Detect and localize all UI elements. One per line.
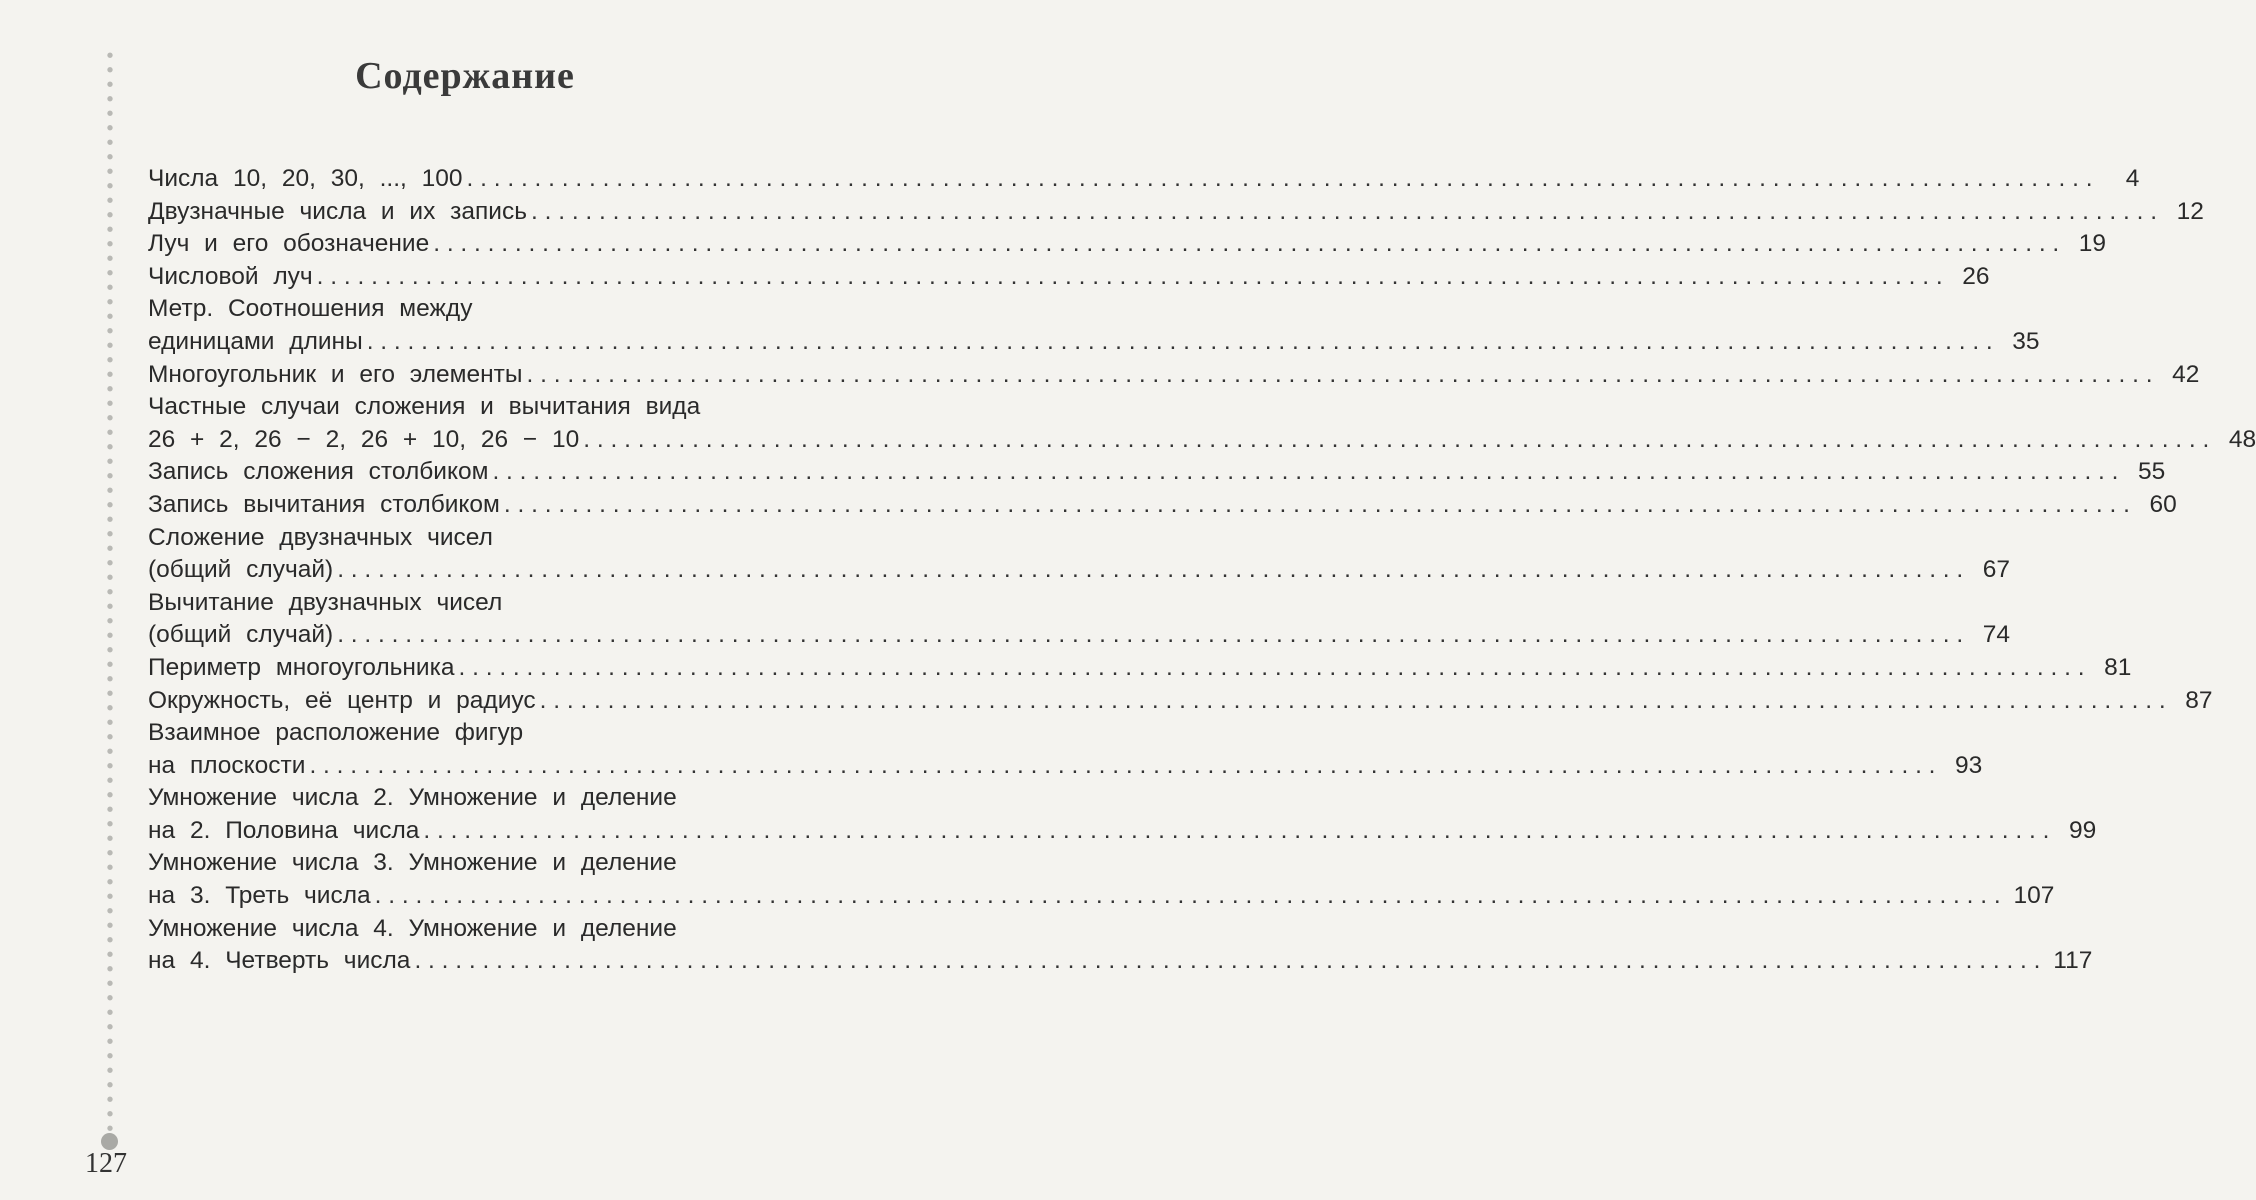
toc-entry-title: Многоугольник и его элементы (148, 360, 523, 388)
toc-entry-page: 48 (2228, 425, 2256, 453)
toc-entry-title: Метр. Соотношения между (148, 295, 473, 323)
toc-entry-page: 93 (1955, 751, 1983, 779)
toc-entry-line (148, 750, 1983, 783)
toc-entry-line (148, 196, 2204, 229)
toc-entry-line (148, 489, 2177, 522)
toc-dot-leader: ........................................................................................................................ (423, 816, 2057, 844)
toc-entry (148, 196, 2204, 229)
toc-entry-line (148, 587, 840, 620)
toc-dot-leader: ........................................................................................................................ (583, 425, 2217, 453)
toc-entry-line (148, 554, 2011, 587)
toc-entry-page: 74 (1982, 621, 2011, 649)
toc-entry-title: Двузначные числа и их запись (148, 197, 527, 225)
toc-entry (148, 489, 2177, 522)
toc-entry (148, 782, 2097, 847)
toc-entry-title: на 3. Треть числа (148, 882, 371, 910)
toc-entry-line (148, 880, 2055, 913)
toc-dot-leader: ........................................................................................................................ (316, 262, 1950, 290)
toc-entry-line (148, 945, 2093, 978)
toc-entry-line (148, 652, 2132, 685)
toc-entry (148, 685, 2213, 718)
toc-entry-title: на 2. Половина числа (148, 816, 420, 844)
toc-entry-title: 26 + 2, 26 − 2, 26 + 10, 26 − 10 (148, 425, 580, 453)
toc-entry-page: 42 (2172, 360, 2200, 388)
toc-entry-title: Вычитание двузначных чисел (148, 588, 503, 616)
toc-dot-leader: ........................................................................................................................ (337, 556, 1971, 584)
toc-entry-title: Умножение числа 3. Умножение и деление (148, 849, 677, 877)
toc-entry-title: Периметр многоугольника (148, 653, 455, 681)
table-of-contents (148, 163, 2256, 978)
toc-entry (148, 293, 2040, 358)
toc-entry (148, 163, 2140, 196)
toc-entry-page: 67 (1982, 556, 2011, 584)
toc-entry-page: 117 (2053, 947, 2093, 975)
toc-entry (148, 359, 2200, 392)
toc-entry-page: 26 (1962, 262, 1990, 290)
toc-entry-page: 87 (2185, 686, 2213, 714)
toc-entry (148, 847, 2055, 912)
toc-dot-leader: ........................................................................................................................ (526, 360, 2160, 388)
toc-entry-title: Умножение числа 2. Умножение и деление (148, 784, 677, 812)
toc-entry-page: 81 (2104, 653, 2132, 681)
toc-entry-title: единицами длины (148, 327, 363, 355)
toc-entry-line (148, 522, 840, 555)
toc-entry-line (148, 815, 2097, 848)
toc-entry (148, 522, 2011, 587)
toc-entry-line (148, 782, 840, 815)
toc-entry-line (148, 163, 2140, 196)
toc-entry-title: Запись сложения столбиком (148, 458, 489, 486)
toc-entry (148, 652, 2132, 685)
toc-dot-leader: ........................................................................................................................ (503, 490, 2137, 518)
toc-entry-title: (общий случай) (148, 556, 334, 584)
toc-entry (148, 228, 2107, 261)
toc-dot-leader: ........................................................................................................................ (374, 882, 2008, 910)
toc-entry-title: Запись вычитания столбиком (148, 490, 500, 518)
toc-dot-leader: ........................................................................................................................ (309, 751, 1943, 779)
toc-entry (148, 587, 2011, 652)
toc-entry-page: 19 (2078, 230, 2107, 258)
toc-entry-title: Луч и его обозначение (148, 230, 430, 258)
toc-dot-leader: ........................................................................................................................ (458, 653, 2092, 681)
toc-entry-line (148, 847, 840, 880)
toc-entry-page: 35 (2012, 327, 2040, 355)
toc-dot-leader: ........................................................................................................................ (531, 197, 2164, 225)
margin-dot-border (103, 48, 117, 1138)
toc-dot-leader: ........................................................................................................................ (433, 230, 2067, 258)
toc-dot-leader: ........................................................................................................................ (539, 686, 2173, 714)
toc-entry (148, 261, 1990, 294)
toc-entry-page: 60 (2149, 490, 2177, 518)
toc-entry-page: 55 (2138, 458, 2166, 486)
toc-entry-line (148, 391, 840, 424)
toc-entry-title: на 4. Четверть числа (148, 947, 411, 975)
toc-dot-leader: ........................................................................................................................ (492, 458, 2126, 486)
toc-entry-title: (общий случай) (148, 621, 334, 649)
toc-entry-title: на плоскости (148, 751, 306, 779)
toc-entry (148, 391, 2256, 456)
toc-entry-line (148, 717, 840, 750)
toc-entry-page: 107 (2013, 882, 2055, 910)
toc-entry-title: Сложение двузначных чисел (148, 523, 493, 551)
toc-entry-line (148, 456, 2166, 489)
toc-entry (148, 913, 2093, 978)
toc-dot-leader: ........................................................................................................................ (366, 327, 2000, 355)
toc-dot-leader: ........................................................................................................................ (337, 621, 1971, 649)
page-title: Содержание (355, 55, 575, 97)
toc-entry-title: Числовой луч (148, 262, 313, 290)
toc-entry-title: Частные случаи сложения и вычитания вида (148, 393, 701, 421)
toc-entry-line (148, 261, 1990, 294)
toc-entry-page: 12 (2176, 197, 2204, 225)
toc-entry-line (148, 359, 2200, 392)
toc-entry-line (148, 424, 2256, 457)
toc-entry-line (148, 326, 2040, 359)
toc-dot-leader: ........................................................................................................................ (466, 165, 2100, 192)
toc-entry-line (148, 293, 840, 326)
toc-entry-line (148, 685, 2213, 718)
toc-entry (148, 717, 1983, 782)
toc-entry-title: Окружность, её центр и радиус (148, 686, 536, 714)
toc-entry-line (148, 619, 2011, 652)
toc-entry-line (148, 913, 840, 946)
toc-entry-title: Взаимное расположение фигур (148, 719, 524, 747)
toc-entry-title: Числа 10, 20, 30, ..., 100 (148, 165, 463, 192)
page-number: 127 (85, 1148, 127, 1179)
toc-entry-page: 4 (2125, 165, 2140, 192)
toc-entry-line (148, 228, 2107, 261)
toc-entry (148, 456, 2166, 489)
toc-dot-leader: ........................................................................................................................ (414, 947, 2048, 975)
toc-entry-title: Умножение числа 4. Умножение и деление (148, 914, 677, 942)
toc-entry-page: 99 (2068, 816, 2097, 844)
